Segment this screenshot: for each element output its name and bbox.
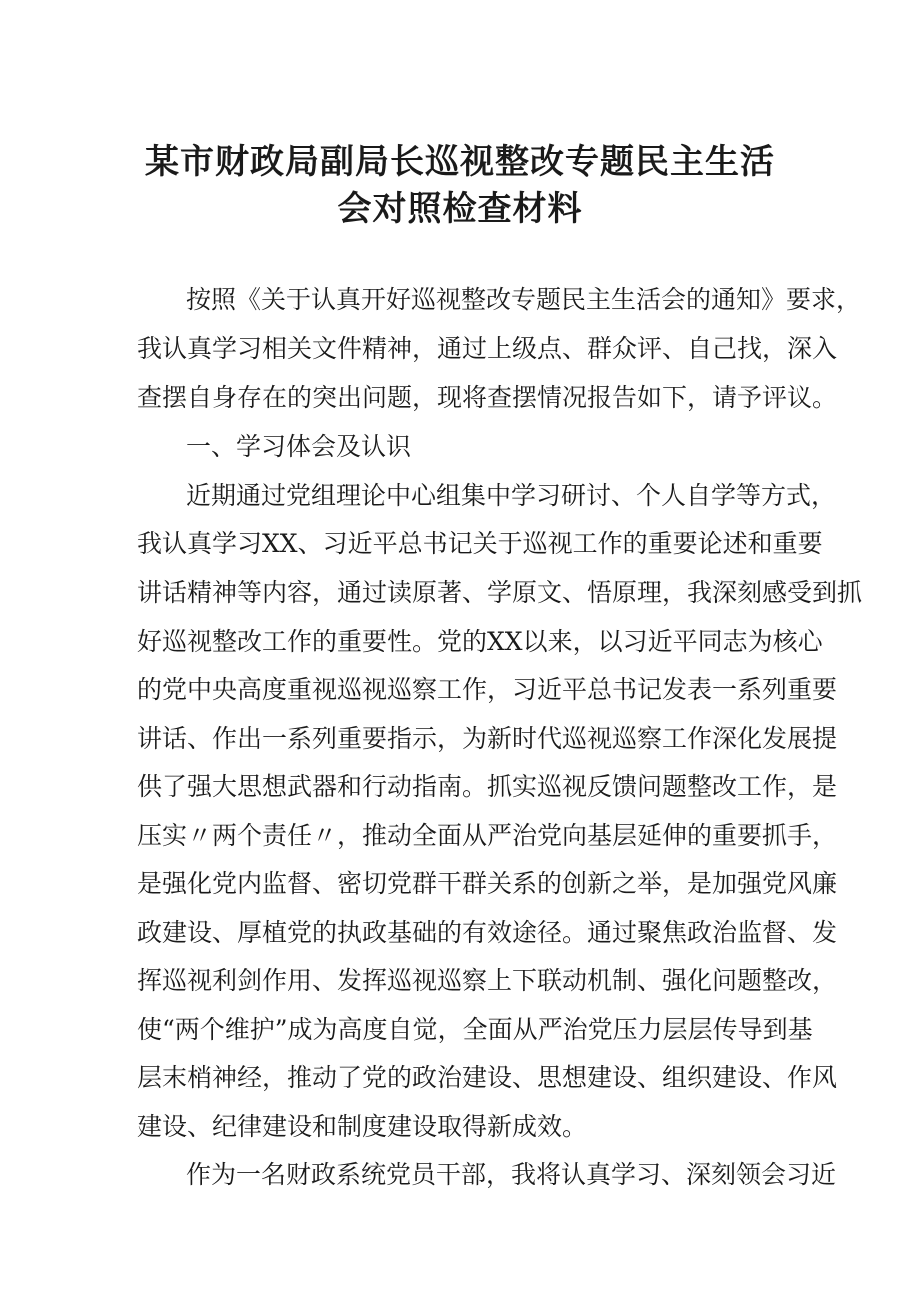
body-line: 建设、纪律建设和制度建设取得新成效。 xyxy=(137,1112,588,1141)
body-line: 政建设、厚植党的执政基础的有效途径。通过聚焦政治监督、发 xyxy=(137,918,838,947)
body-line: 我认真学习XX、习近平总书记关于巡视工作的重要论述和重要 xyxy=(137,529,823,558)
body-line: 层末梢神经，推动了党的政治建设、思想建设、组织建设、作风 xyxy=(137,1063,838,1092)
body-line: 使“两个维护”成为高度自觉，全面从严治党压力层层传导到基 xyxy=(137,1015,813,1044)
body-line: 好巡视整改工作的重要性。党的XX以来，以习近平同志为核心 xyxy=(137,627,823,656)
document-title-line-2: 会对照检查材料 xyxy=(337,189,583,229)
body-line: 按照《关于认真开好巡视整改专题民主生活会的通知》要求， xyxy=(186,285,862,314)
body-line: 压实〃两个责任〃，推动全面从严治党向基层延伸的重要抓手， xyxy=(137,821,838,850)
body-line: 我认真学习相关文件精神，通过上级点、群众评、自己找，深入 xyxy=(137,334,838,363)
section-heading: 一、学习体会及认识 xyxy=(186,432,412,461)
body-line: 挥巡视利剑作用、发挥巡视巡察上下联动机制、强化问题整改， xyxy=(137,966,838,995)
body-line: 作为一名财政系统党员干部，我将认真学习、深刻领会习近 xyxy=(186,1160,837,1189)
body-line: 的党中央高度重视巡视巡察工作，习近平总书记发表一系列重要 xyxy=(137,675,838,704)
document-title-line-1: 某市财政局副局长巡视整改专题民主生活 xyxy=(145,142,775,182)
body-line: 是强化党内监督、密切党群干群关系的创新之举，是加强党风廉 xyxy=(137,869,838,898)
body-line: 讲话精神等内容，通过读原著、学原文、悟原理，我深刻感受到抓 xyxy=(137,578,863,607)
body-line: 近期通过党组理论中心组集中学习研讨、个人自学等方式， xyxy=(186,481,837,510)
body-line: 查摆自身存在的突出问题，现将查摆情况报告如下，请予评议。 xyxy=(137,383,838,412)
body-line: 供了强大思想武器和行动指南。抓实巡视反馈问题整改工作，是 xyxy=(137,772,838,801)
body-line: 讲话、作出一系列重要指示，为新时代巡视巡察工作深化发展提 xyxy=(137,724,838,753)
